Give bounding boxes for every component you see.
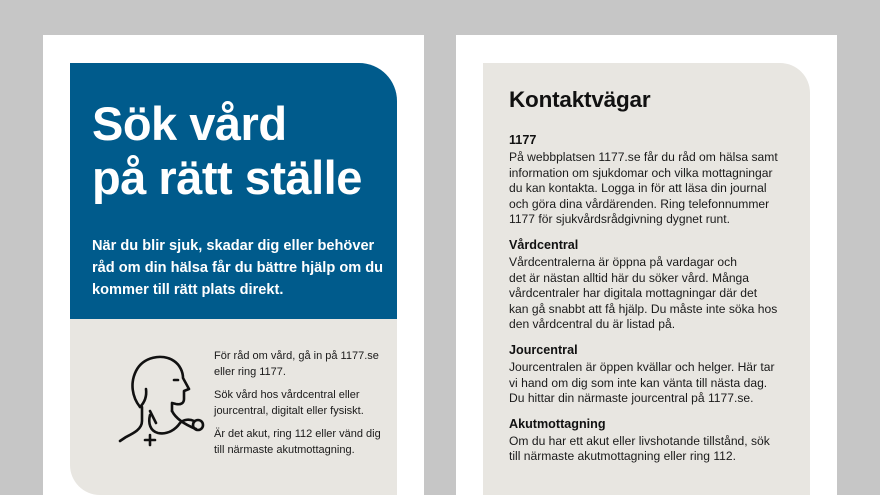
body-line: du kan kontakta. Logga in för att läsa din journal <box>509 181 767 196</box>
body-line: Jourcentralen är öppen kvällar och helger. Här tar <box>509 359 775 374</box>
body-line: Du hittar din närmaste jourcentral på 1177.se. <box>509 391 754 406</box>
headline-panel <box>70 63 397 319</box>
tips-panel <box>70 319 397 495</box>
body-line: den vårdcentral du är listad på. <box>509 317 676 332</box>
section-jourcentral <box>509 343 799 407</box>
body-line: information om sjukdomar och vilka mottagningar <box>509 165 773 180</box>
headline-line: på rätt ställe <box>92 151 362 204</box>
tip-line: Sök vård hos vårdcentral eller <box>214 389 360 401</box>
tip-item <box>214 427 394 458</box>
card-title: Kontaktvägar <box>509 87 651 112</box>
tip-item <box>214 388 394 419</box>
body-line: 1177 för sjukvårdsrådgivning dygnet runt. <box>509 212 730 227</box>
section-body <box>509 434 799 465</box>
intro-text <box>92 235 387 301</box>
doctor-stethoscope-icon <box>110 345 210 447</box>
section-heading: Vårdcentral <box>509 237 579 252</box>
contact-sections <box>509 133 799 475</box>
section-body <box>509 360 799 407</box>
tip-line: Är det akut, ring 112 eller vänd dig <box>214 428 381 440</box>
body-line: vi hand om dig som inte kan vänta till nästa dag. <box>509 375 768 390</box>
tip-line: till närmaste akutmottagning. <box>214 443 355 456</box>
section-1177 <box>509 133 799 228</box>
intro-line: kommer till rätt plats direkt. <box>92 282 284 298</box>
headline-line: Sök vård <box>92 97 287 150</box>
section-body <box>509 255 799 333</box>
intro-line: När du blir sjuk, skadar dig eller behöver <box>92 238 375 254</box>
body-line: kan gå snabbt att få hjälp. Du måste inte söka hos <box>509 301 778 316</box>
body-line: och göra dina vårdärenden. Ring telefonnummer <box>509 196 770 211</box>
section-akutmottagning <box>509 417 799 465</box>
tips-list <box>214 349 394 466</box>
tip-line: jourcentral, digitalt eller fysiskt. <box>214 404 364 417</box>
tip-line: eller ring 1177. <box>214 365 286 378</box>
section-vardcentral <box>509 238 799 333</box>
section-heading: Akutmottagning <box>509 416 606 431</box>
right-page <box>456 35 837 495</box>
left-page <box>43 35 424 495</box>
body-line: vårdcentraler har digitala mottagningar där det <box>509 286 758 301</box>
section-heading: 1177 <box>509 133 537 147</box>
body-line: Om du har ett akut eller livshotande tillstånd, sök <box>509 433 770 448</box>
tip-item <box>214 349 394 380</box>
body-line: det är nästan alltid här du söker vård. Många <box>509 270 749 285</box>
contact-card <box>483 63 810 495</box>
tip-line: För råd om vård, gå in på 1177.se <box>214 350 379 362</box>
section-body <box>509 150 799 228</box>
section-heading: Jourcentral <box>509 342 578 357</box>
body-line: till närmaste akutmottagning eller ring 112. <box>509 449 736 464</box>
body-line: På webbplatsen 1177.se får du råd om hälsa samt <box>509 150 778 164</box>
intro-line: råd om din hälsa får du bättre hjälp om du <box>92 260 384 276</box>
headline <box>92 97 362 205</box>
body-line: Vårdcentralerna är öppna på vardagar och <box>509 254 737 269</box>
